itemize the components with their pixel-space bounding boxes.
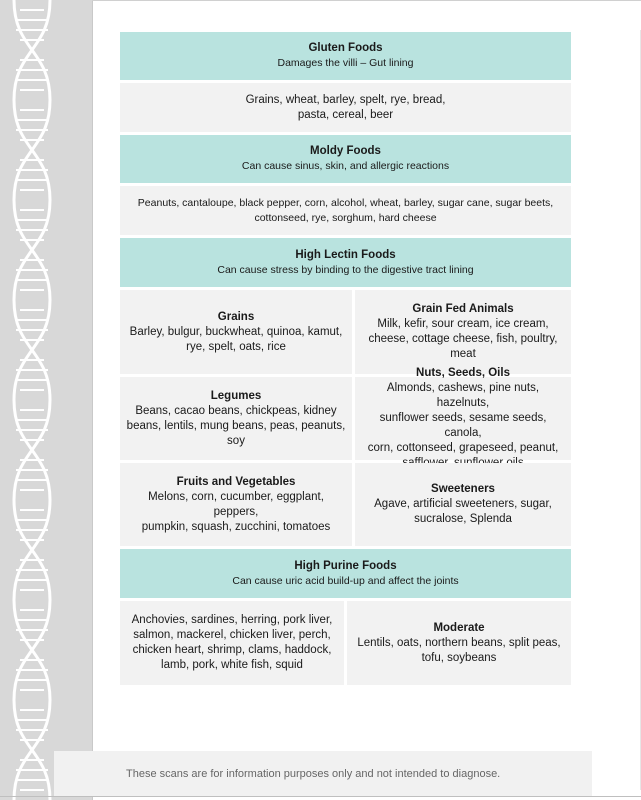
cell-line: sucralose, Splenda [414,513,512,525]
cell-title: Legumes [210,389,262,402]
purine-cell-moderate [347,601,571,685]
gluten-body [120,83,571,132]
cell-title: Fruits and Vegetables [176,475,296,488]
bottom-divider [0,796,641,797]
section-subtitle: Can cause uric acid build-up and affect the joints [232,574,459,587]
food-sensitivity-table [120,32,571,685]
purine-cell-high [120,601,344,685]
cell-title: Sweeteners [431,483,495,495]
lectin-row-1 [120,290,571,374]
cell-line: tofu, soybeans [421,651,497,664]
body-line: Peanuts, cantaloupe, black pepper, corn, alcohol, wheat, barley, sugar cane, sugar beets, [137,196,554,209]
purine-header [120,549,571,598]
dna-sidebar [0,0,93,800]
cell-line: Lentils, oats, northern beans, split peas, [357,636,561,649]
footer-disclaimer: These scans are for information purposes only and not intended to diagnose. [126,767,501,780]
section-subtitle: Damages the villi – Gut lining [277,57,414,69]
moldy-header [120,135,571,183]
section-subtitle: Can cause sinus, skin, and allergic reactions [241,160,450,172]
cell-line: Barley, bulgur, buckwheat, quinoa, kamut, [129,325,343,338]
cell-line: beans, lentils, mung beans, peas, peanuts, [126,419,346,432]
page-top-border [92,0,641,1]
cell-line: Milk, kefir, sour cream, ice cream, [377,318,549,330]
lectin-cell-grains [120,290,352,374]
lectin-cell-legumes [120,377,352,460]
purine-row [120,601,571,685]
cell-title: Moderate [433,621,485,634]
cell-title: Grain Fed Animals [412,303,514,315]
lectin-cell-sweeteners [355,463,571,546]
lectin-cell-fruits-vegetables [120,463,352,546]
cell-title: Grains [217,310,255,323]
lectin-row-3 [120,463,571,546]
cell-line: chicken heart, shrimp, clams, haddock, [132,644,332,656]
lectin-header [120,238,571,287]
cell-line: lamb, pork, white fish, squid [161,659,303,671]
cell-line: pumpkin, squash, zucchini, tomatoes [141,520,331,533]
cell-line: soy [227,434,245,447]
section-title: Moldy Foods [310,145,381,157]
cell-line: Melons, corn, cucumber, eggplant, peppers, [148,490,324,518]
section-subtitle: Can cause stress by binding to the digestive tract lining [217,263,474,276]
cell-line: sunflower seeds, sesame seeds, canola, [379,412,547,439]
section-title: High Lectin Foods [295,248,396,261]
lectin-row-2 [120,367,571,460]
section-title: Gluten Foods [308,42,383,54]
moldy-body [120,186,571,235]
cell-line: Anchovies, sardines, herring, pork liver, [131,614,333,626]
cell-line: cheese, cottage cheese, fish, poultry, [368,333,558,345]
cell-line: corn, cottonseed, grapeseed, peanut, [367,442,559,454]
cell-line: meat [450,348,476,360]
cell-line: rye, spelt, oats, rice [186,340,286,353]
footer-disclaimer-bar [54,751,592,796]
lectin-cell-nuts-seeds-oils [355,367,571,460]
cell-title: Nuts, Seeds, Oils [416,367,510,379]
cell-line: Beans, cacao beans, chickpeas, kidney [135,404,337,417]
body-line: Grains, wheat, barley, spelt, rye, bread, [245,93,446,106]
cell-line: Agave, artificial sweeteners, sugar, [374,498,552,510]
section-title: High Purine Foods [294,559,397,572]
dna-helix-icon [10,0,54,800]
gluten-header [120,32,571,80]
lectin-cell-grain-fed-animals [355,290,571,374]
cell-line: Almonds, cashews, pine nuts, hazelnuts, [386,382,540,409]
body-line: cottonseed, rye, sorghum, hard cheese [254,211,437,224]
body-line: pasta, cereal, beer [297,108,394,121]
cell-line: salmon, mackerel, chicken liver, perch, [133,629,331,641]
